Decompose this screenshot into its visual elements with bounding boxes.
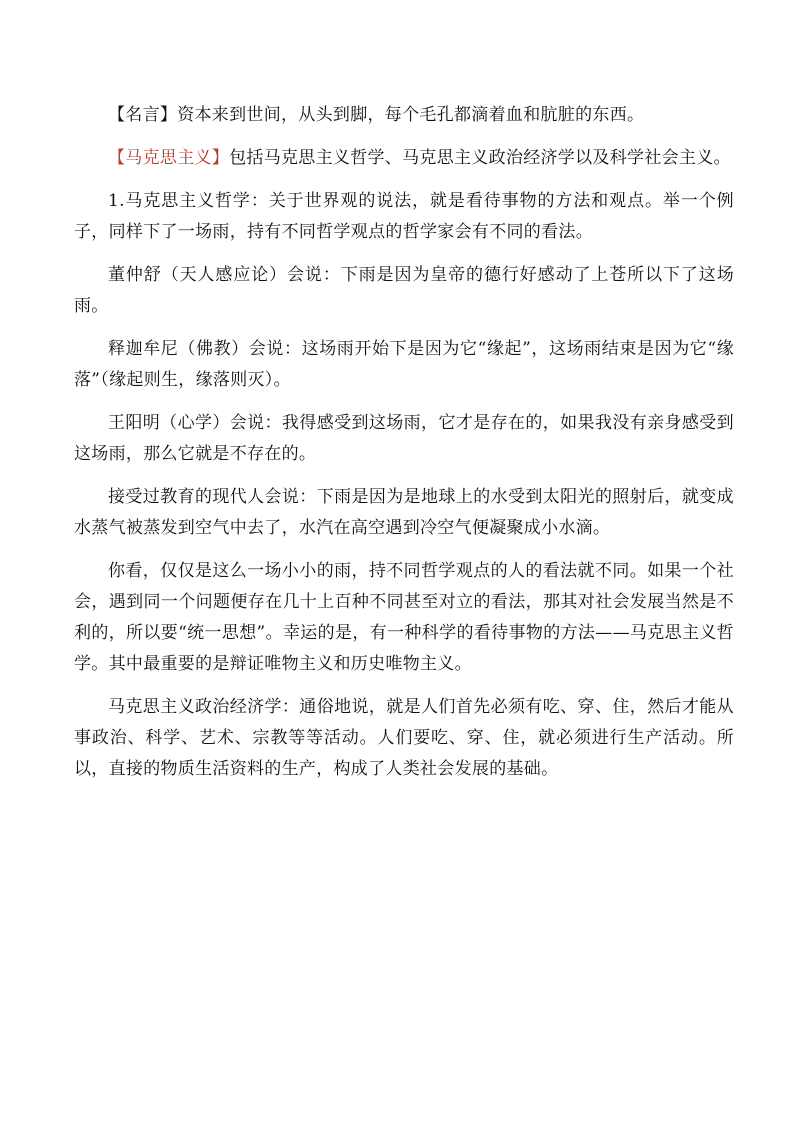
document-body <box>74 100 734 797</box>
paragraph-political-economy: 马克思主义政治经济学：通俗地说，就是人们首先必须有吃、穿、住，然后才能从事政治、科学、艺术、宗教等等活动。人们要吃、穿、住，就必须进行生产活动。所以，直接的物质生活资料的生产，构成了人类社会发展的基础。 <box>74 697 734 779</box>
paragraph-modern-view: 接受过教育的现代人会说：下雨是因为是地球上的水受到太阳光的照射后，就变成水蒸气被蒸发到空气中去了，水汽在高空遇到冷空气便凝聚成小水滴。 <box>74 487 734 538</box>
quote-label: 【名言】 <box>108 105 178 125</box>
quote-text: 资本来到世间，从头到脚，每个毛孔都滴着血和肮脏的东西。 <box>177 105 645 125</box>
paragraph-wang-yangming: 王阳明（心学）会说：我得感受到这场雨，它才是存在的，如果我没有亲身感受到这场雨，那么它就是不存在的。 <box>74 413 734 464</box>
quote-paragraph <box>74 100 734 131</box>
paragraph-philosophy: 1.马克思主义哲学：关于世界观的说法，就是看待事物的方法和观点。举一个例子，同样下了一场雨，持有不同哲学观点的哲学家会有不同的看法。 <box>74 191 734 242</box>
marxism-paragraph <box>74 143 734 174</box>
marxism-label: 【马克思主义】 <box>108 148 230 168</box>
paragraph-shakyamuni: 释迦牟尼（佛教）会说：这场雨开始下是因为它“缘起”，这场雨结束是因为它“缘落”（缘起则生，缘落则灭）。 <box>74 339 734 390</box>
marxism-text: 包括马克思主义哲学、马克思主义政治经济学以及科学社会主义。 <box>229 148 731 168</box>
paragraph-dong-zhongshu: 董仲舒（天人感应论）会说：下雨是因为皇帝的德行好感动了上苍所以下了这场雨。 <box>74 265 734 316</box>
paragraph-unify-thought: 你看，仅仅是这么一场小小的雨，持不同哲学观点的人的看法就不同。如果一个社会，遇到同一个问题便存在几十上百种不同甚至对立的看法，那其对社会发展当然是不利的，所以要“统一思想”。幸运的是，有一种科学的看待事物的方法——马克思主义哲学。其中最重要的是辩证唯物主义和历史唯物主义。 <box>74 561 734 674</box>
